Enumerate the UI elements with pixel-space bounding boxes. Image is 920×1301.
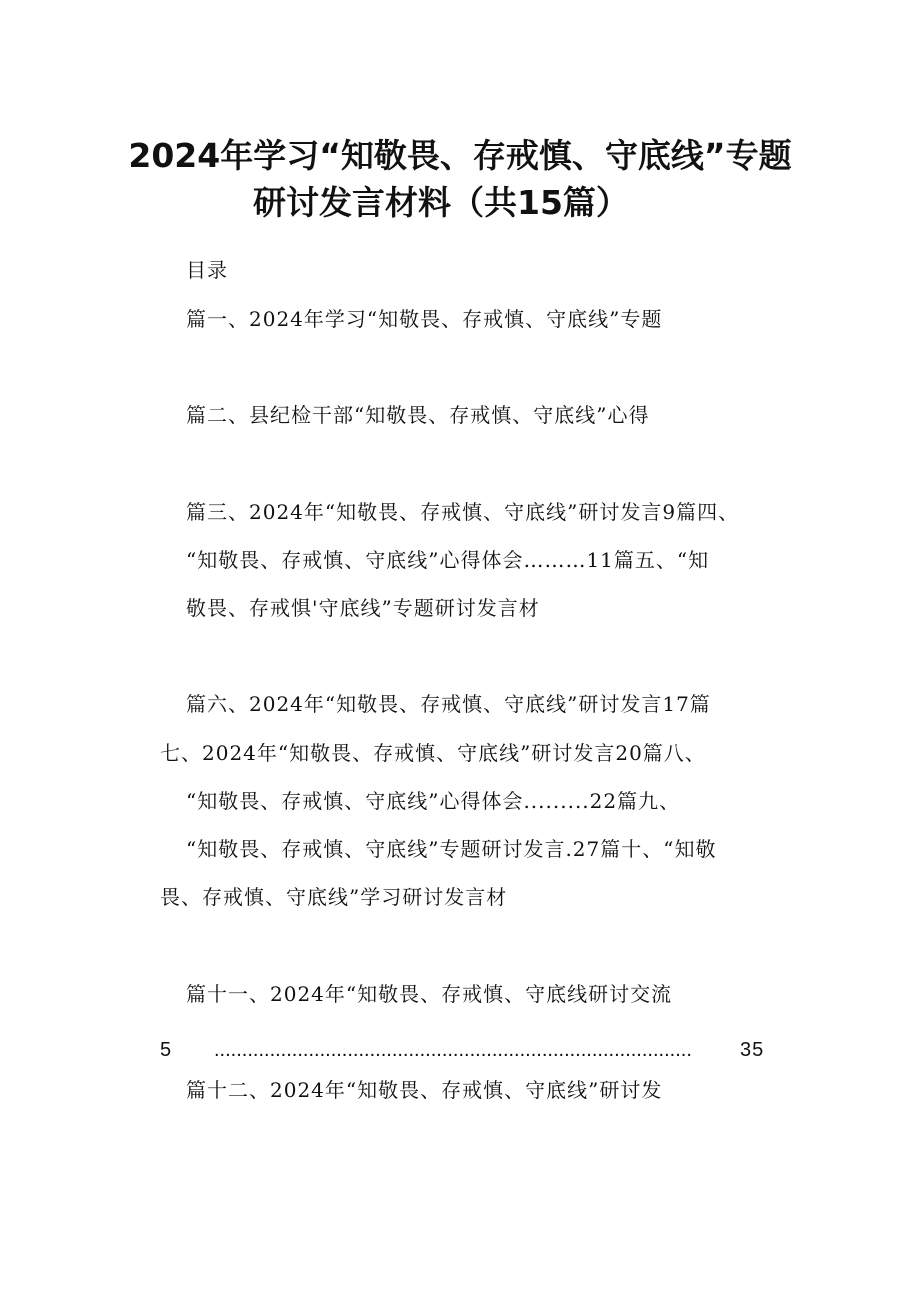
toc-leader-left-number: 5 (160, 1039, 173, 1061)
toc-line: “知敬畏、存戒慎、守底线”心得体会.........22篇九、 (186, 789, 681, 813)
toc-line: “知敬畏、存戒慎、守底线”专题研讨发言.27篇十、“知敬 (186, 837, 717, 861)
toc-leader-dots: ...................................................................................... (214, 1039, 692, 1061)
toc-line: 篇一、2024年学习“知敬畏、存戒慎、守底线”专题 (186, 307, 663, 331)
toc-line: 篇三、2024年“知敬畏、存戒慎、守底线”研讨发言9篇四、 (186, 500, 740, 524)
toc-line: 敬畏、存戒惧'守底线”专题研讨发言材 (186, 596, 540, 620)
toc-leader-page-number: 35 (740, 1039, 765, 1061)
toc-heading: 目录 (186, 258, 228, 282)
document-title-line-1: 2024年学习“知敬畏、存戒慎、守底线”专题 (128, 136, 792, 175)
toc-line: 畏、存戒慎、守底线”学习研讨发言材 (160, 885, 508, 909)
toc-line: 篇六、2024年“知敬畏、存戒慎、守底线”研讨发言17篇 (186, 692, 711, 716)
document-title-line-2: 研讨发言材料（共15篇） (253, 183, 629, 222)
toc-line: 篇二、县纪检干部“知敬畏、存戒慎、守底线”心得 (186, 403, 650, 427)
toc-line: 篇十一、2024年“知敬畏、存戒慎、守底线研讨交流 (186, 982, 673, 1006)
toc-line: 七、2024年“知敬畏、存戒慎、守底线”研讨发言20篇八、 (160, 741, 706, 765)
toc-line: “知敬畏、存戒慎、守底线”心得体会………11篇五、“知 (186, 548, 710, 572)
toc-line: 篇十二、2024年“知敬畏、存戒慎、守底线”研讨发 (186, 1078, 663, 1102)
